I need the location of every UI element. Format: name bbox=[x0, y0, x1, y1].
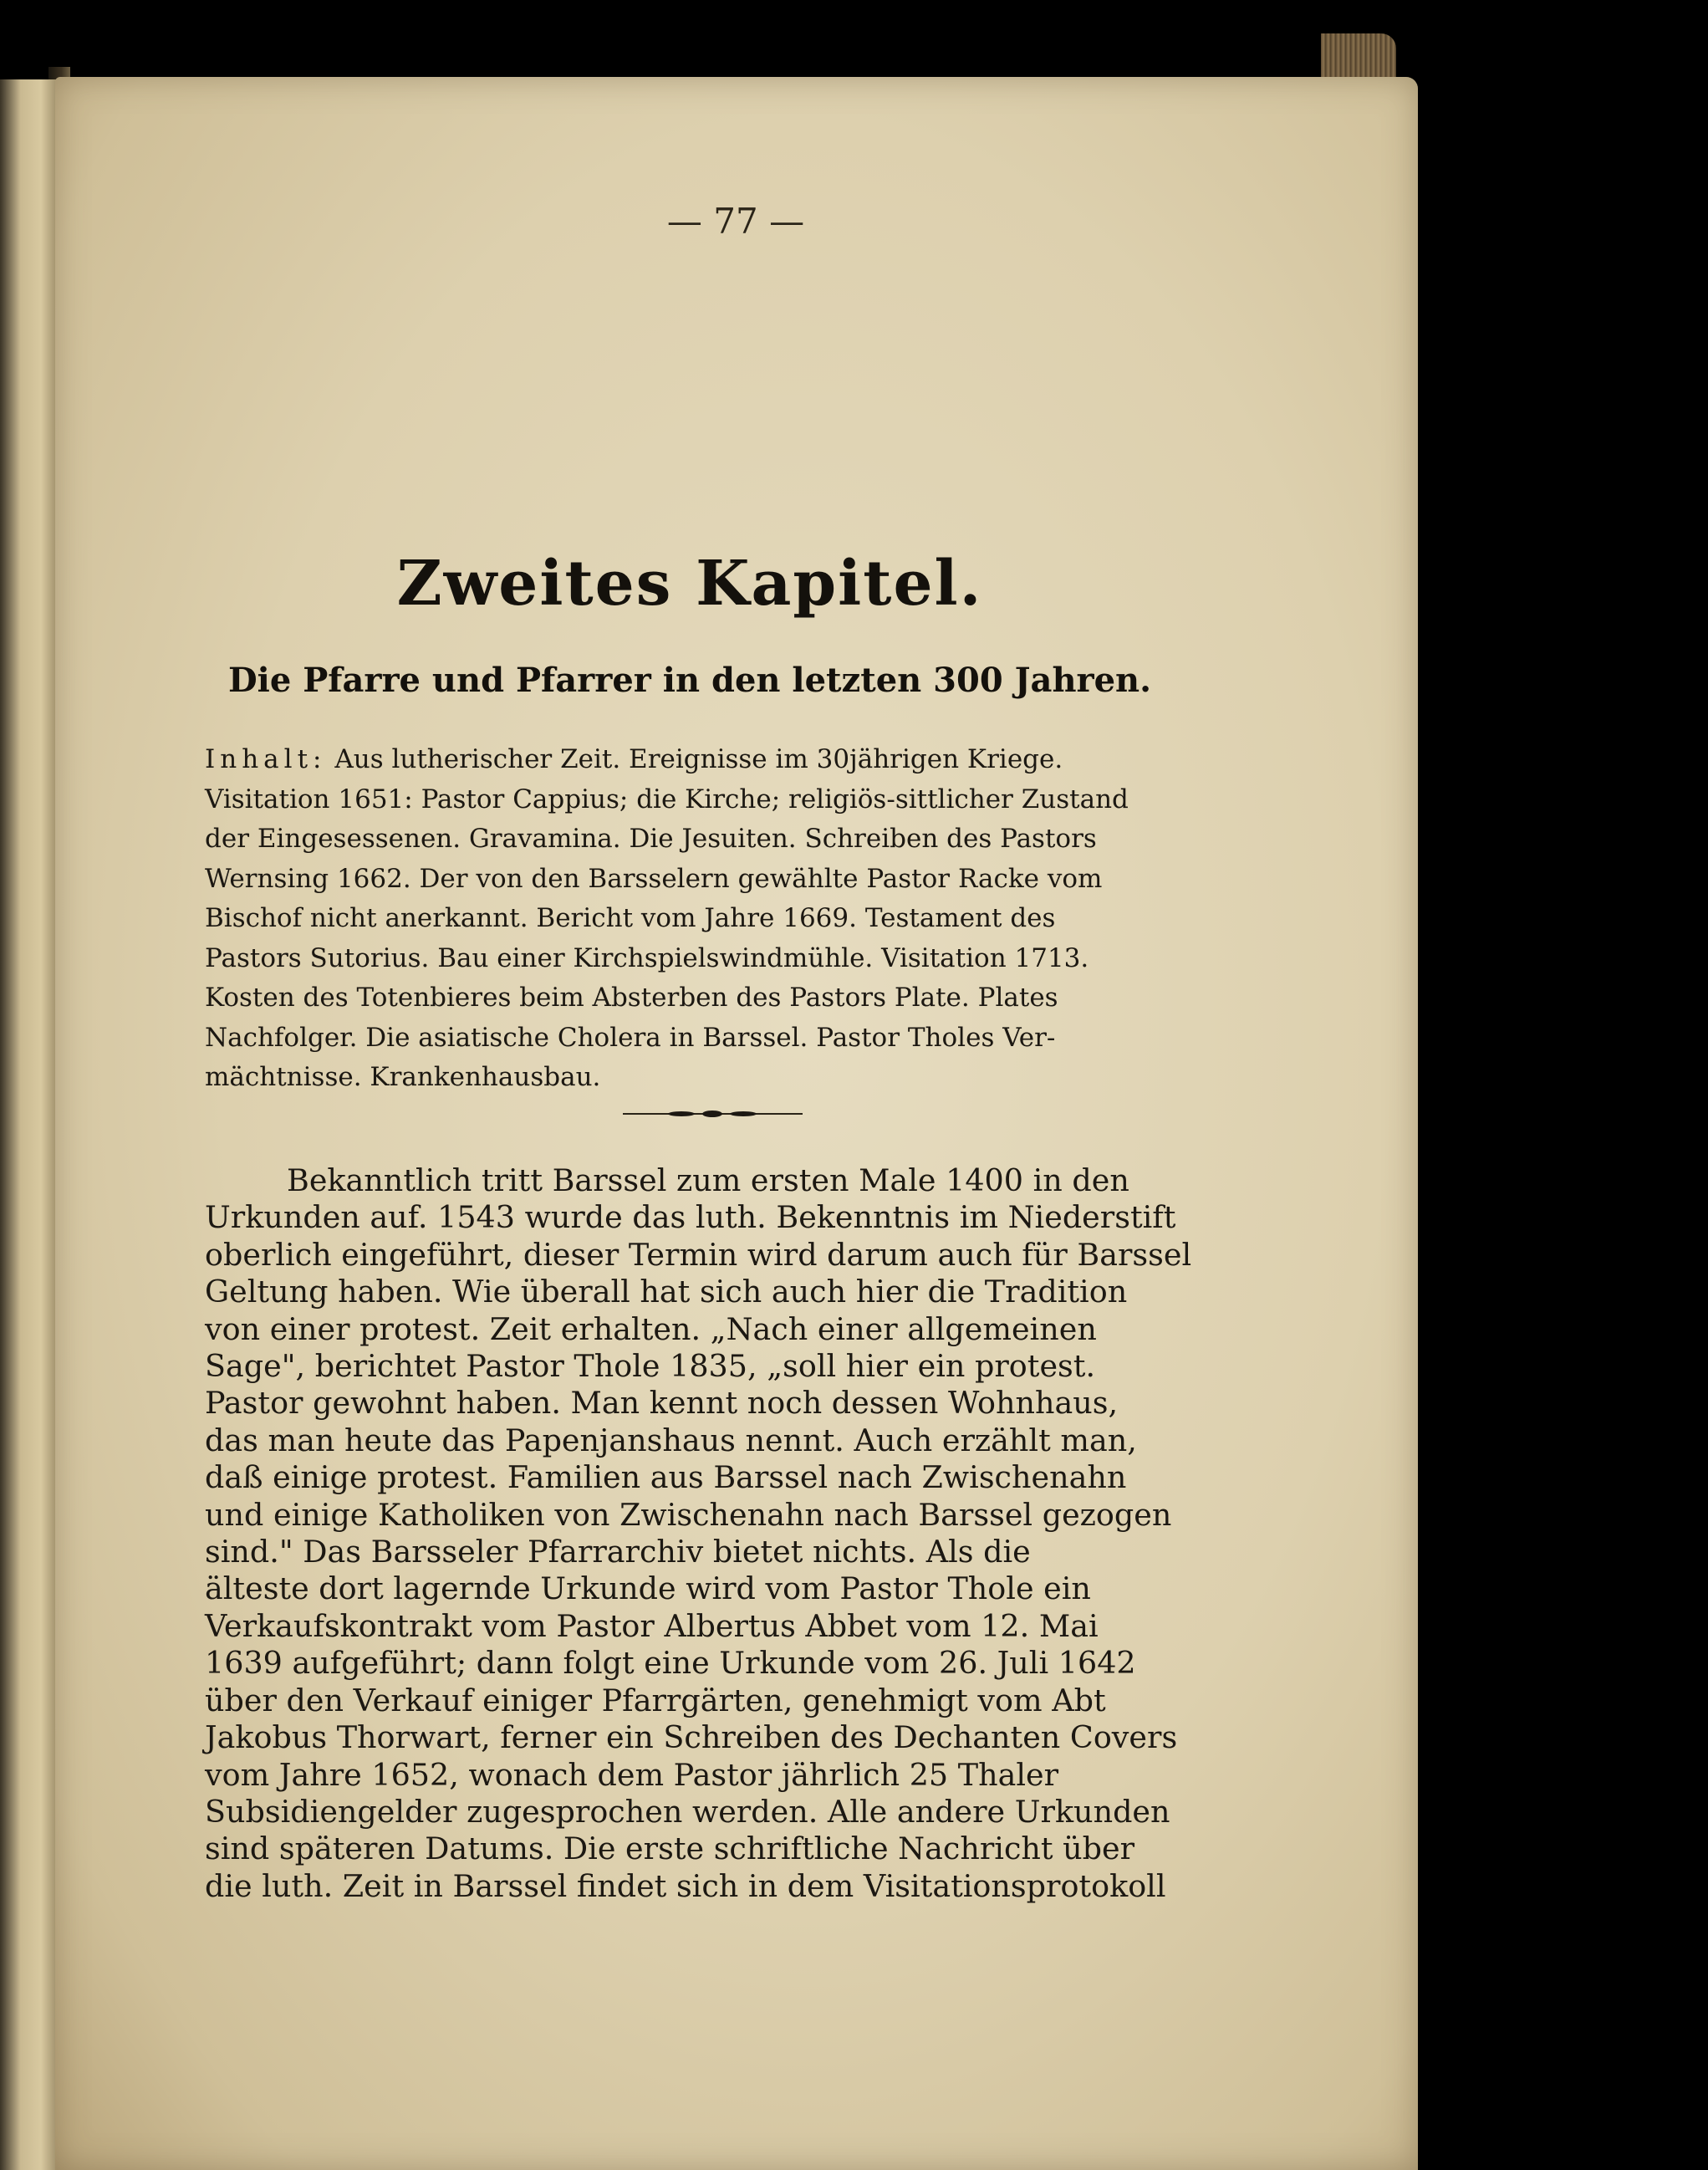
body-line: Urkunden auf. 1543 wurde das luth. Bekenntnis im Niederstift bbox=[205, 1199, 1176, 1236]
summary-line: Nachfolger. Die asiatische Cholera in Barssel. Pastor Tholes Ver- bbox=[205, 1022, 1056, 1053]
summary-line: der Eingesessenen. Gravamina. Die Jesuiten. Schreiben des Pastors bbox=[205, 824, 1097, 854]
summary-line: Kosten des Totenbieres beim Absterben des Pastors Plate. Plates bbox=[205, 983, 1058, 1013]
summary-line: Bischof nicht anerkannt. Bericht vom Jahre 1669. Testament des bbox=[205, 903, 1056, 933]
body-text bbox=[205, 1162, 1192, 1905]
body-line: das man heute das Papenjanshaus nennt. Auch erzählt man, bbox=[205, 1422, 1137, 1458]
body-line: Verkaufskontrakt vom Pastor Albertus Abbet vom 12. Mai bbox=[205, 1607, 1099, 1644]
summary-line: Visitation 1651: Pastor Cappius; die Kirche; religiös-sittlicher Zustand bbox=[205, 784, 1129, 814]
section-divider bbox=[623, 1108, 803, 1120]
page-number: — 77 — bbox=[666, 201, 805, 242]
left-page-edge bbox=[0, 79, 59, 2170]
body-line: oberlich eingeführt, dieser Termin wird darum auch für Barssel bbox=[205, 1236, 1192, 1273]
chapter-summary bbox=[205, 740, 1175, 1098]
body-line: sind späteren Datums. Die erste schriftliche Nachricht über bbox=[205, 1830, 1135, 1867]
body-line: Jakobus Thorwart, ferner ein Schreiben des Dechanten Covers bbox=[205, 1719, 1178, 1756]
body-line: älteste dort lagernde Urkunde wird vom Pastor Thole ein bbox=[205, 1570, 1091, 1607]
chapter-title: Zweites Kapitel. bbox=[396, 548, 983, 620]
body-line: Pastor gewohnt haben. Man kennt noch dessen Wohnhaus, bbox=[205, 1385, 1119, 1422]
body-line: die luth. Zeit in Barssel findet sich in dem Visitationsprotokoll bbox=[205, 1867, 1166, 1904]
body-line: vom Jahre 1652, wonach dem Pastor jährlich 25 Thaler bbox=[205, 1756, 1059, 1793]
body-line: und einige Katholiken von Zwischenahn nach Barssel gezogen bbox=[205, 1496, 1172, 1533]
body-line: sind." Das Barsseler Pfarrarchiv bietet nichts. Als die bbox=[205, 1534, 1031, 1570]
body-line: Geltung haben. Wie überall hat sich auch hier die Tradition bbox=[205, 1274, 1128, 1310]
body-line: über den Verkauf einiger Pfarrgärten, genehmigt vom Abt bbox=[205, 1682, 1106, 1718]
summary-line: Inhalt: Aus lutherischer Zeit. Ereignisse im 30jährigen Kriege. bbox=[205, 744, 1063, 774]
body-line: Sage", berichtet Pastor Thole 1835, „soll hier ein protest. bbox=[205, 1348, 1096, 1385]
body-line: von einer protest. Zeit erhalten. „Nach einer allgemeinen bbox=[205, 1310, 1097, 1347]
body-line: 1639 aufgeführt; dann folgt eine Urkunde vom 26. Juli 1642 bbox=[205, 1645, 1136, 1682]
summary-line: mächtnisse. Krankenhausbau. bbox=[205, 1062, 601, 1092]
chapter-subtitle: Die Pfarre und Pfarrer in den letzten 300 Jahren. bbox=[227, 661, 1152, 700]
body-line: Bekanntlich tritt Barssel zum ersten Male 1400 in den bbox=[287, 1162, 1129, 1198]
body-line: Subsidiengelder zugesprochen werden. Alle andere Urkunden bbox=[205, 1793, 1170, 1830]
summary-line: Pastors Sutorius. Bau einer Kirchspielswindmühle. Visitation 1713. bbox=[205, 942, 1089, 973]
body-line: daß einige protest. Familien aus Barssel nach Zwischenahn bbox=[205, 1459, 1127, 1496]
summary-label: Inhalt: bbox=[205, 744, 327, 774]
summary-line: Wernsing 1662. Der von den Barsselern gewählte Pastor Racke vom bbox=[205, 863, 1103, 894]
